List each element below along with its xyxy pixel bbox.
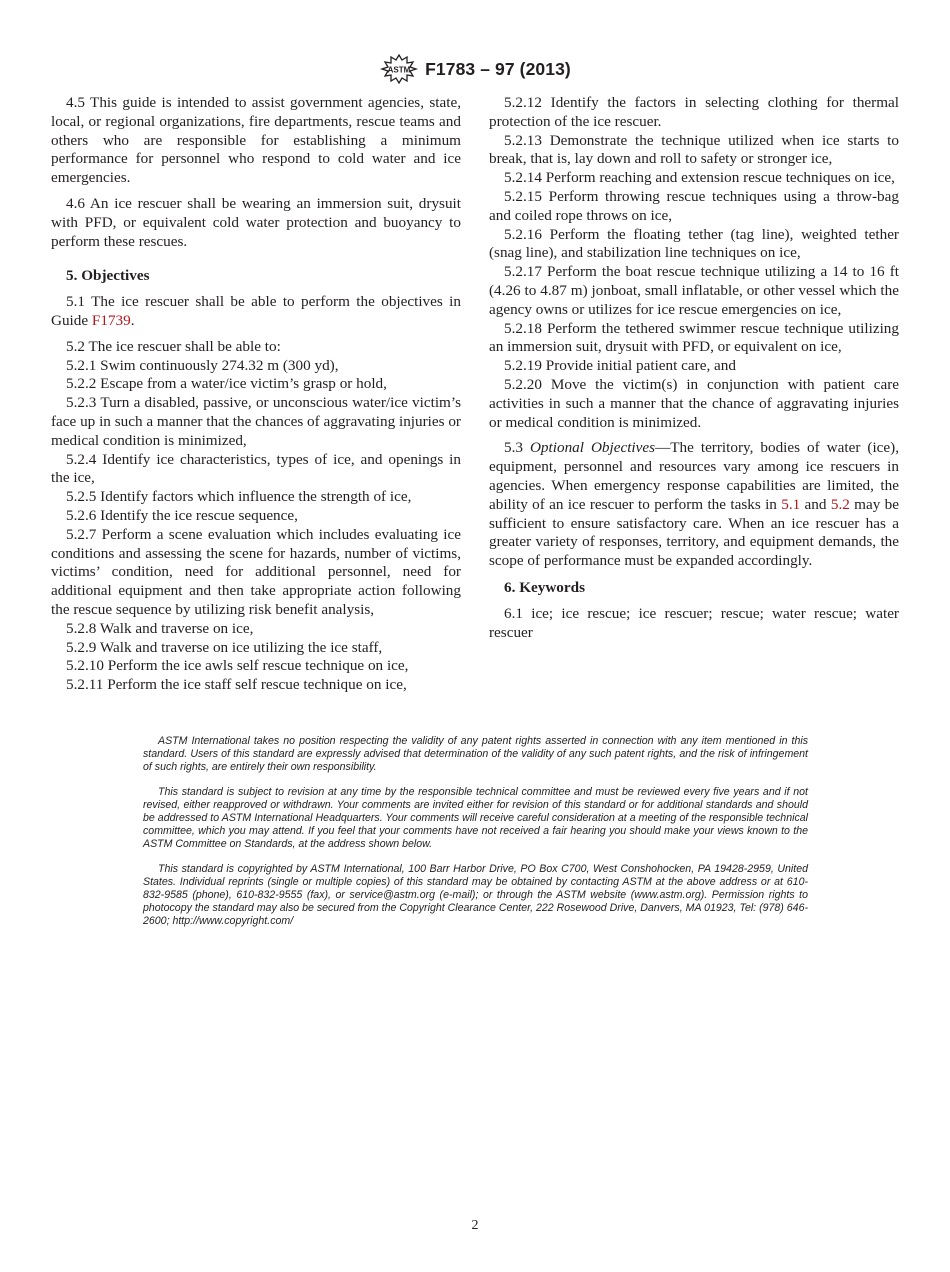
- paragraph-5-2: 5.2 The ice rescuer shall be able to:: [66, 337, 281, 355]
- paragraph-5-2-9: 5.2.9 Walk and traverse on ice utilizing the ice staff,: [66, 638, 383, 656]
- paragraph-4-5: 4.5 This guide is intended to assist government agencies, state, local, or regional organizations, fire departments, rescue teams and others who are responsible for establishing a minimum performance for personnel who respond to cold water and ice emergencies.: [51, 94, 461, 187]
- paragraph-5-2-3: 5.2.3 Turn a disabled, passive, or unconscious water/ice victim’s face up in such a manner that the chances of aggravating injuries or medical condition is minimized,: [51, 394, 461, 449]
- paragraph-5-2-14: 5.2.14 Perform reaching and extension rescue techniques on ice,: [504, 169, 895, 187]
- paragraph-5-2-7: 5.2.7 Perform a scene evaluation which includes evaluating ice conditions and assessing the scene for hazards, number of victims, victims’ condition, need for additional personnel, need for additional equipment and then take appropriate action following the rescue sequence by utilizing risk benefit analysis,: [51, 525, 461, 618]
- paragraph-6-1: 6.1 ice; ice rescue; ice rescuer; rescue; water rescue; water rescuer: [489, 604, 899, 641]
- paragraph-5-2-5: 5.2.5 Identify factors which influence the strength of ice,: [66, 488, 412, 506]
- paragraph-5-2-17: 5.2.17 Perform the boat rescue technique utilizing a 14 to 16 ft (4.26 to 4.87 m) jonboat, small inflatable, or other vessel which the agency owns or utilizes for ice rescue emergencies on ice,: [489, 263, 899, 318]
- paragraph-5-2-12: 5.2.12 Identify the factors in selecting clothing for thermal protection of the ice rescuer.: [489, 94, 899, 130]
- patent-notice: ASTM International takes no position respecting the validity of any patent rights asserted in connection with any item mentioned in this standard. Users of this standard are expressly advised that determination of the validity of any such patent rights, and the risk of infringement of such rights, are entirely their own responsibility.: [143, 735, 808, 774]
- standard-designation: F1783 – 97 (2013): [425, 58, 571, 79]
- paragraph-5-2-20: 5.2.20 Move the victim(s) in conjunction with patient care activities in such a manner that the chance of aggravating injuries or medical condition is minimized.: [489, 375, 899, 431]
- paragraph-4-6: 4.6 An ice rescuer shall be wearing an immersion suit, drysuit with PFD, or equivalent cold water protection and buoyancy to perform these rescues.: [51, 194, 461, 250]
- paragraph-5-2-15: 5.2.15 Perform throwing rescue techniques using a throw-bag and coiled rope throws on ice,: [489, 187, 899, 224]
- paragraph-5-2-18: 5.2.18 Perform the tethered swimmer rescue technique utilizing an immersion suit, drysuit with PFD, or equivalent on ice,: [489, 319, 899, 356]
- astm-logo-icon: [379, 54, 419, 84]
- revision-notice: This standard is subject to revision at any time by the responsible technical committee and must be reviewed every five years and if not revised, either reapproved or withdrawn. Your comments are invited either for revision of this standard or for additional standards and should be addressed to ASTM International Headquarters. Your comments will receive careful consideration at a meeting of the responsible technical committee, which you may attend. If you feel that your comments have not received a fair hearing you should make your views known to the ASTM Committee on Standards, at the address shown below.: [143, 785, 808, 851]
- reference-link-f1739[interactable]: F1739: [91, 311, 131, 329]
- paragraph-5-2-11: 5.2.11 Perform the ice staff self rescue technique on ice,: [66, 676, 407, 694]
- reference-link-5-2[interactable]: 5.2: [830, 495, 850, 513]
- copyright-notice: This standard is copyrighted by ASTM International, 100 Barr Harbor Drive, PO Box C700, West Conshohocken, PA 19428-2959, United States. Individual reprints (single or multiple copies) of this standard may be obtained by contacting ASTM at the above address or at 610-832-9585 (phone), 610-832-9555 (fax), or service@astm.org (e-mail); or through the ASTM website (www.astm.org). Permission rights to photocopy the standard may also be secured from the Copyright Clearance Center, 222 Rosewood Drive, Danvers, MA 01923, Tel: (978) 646-2600; http://www.copyright.com/: [143, 862, 808, 928]
- svg-text:ASTM: ASTM: [387, 65, 411, 75]
- astm-notices: [143, 735, 808, 940]
- paragraph-5-2-2: 5.2.2 Escape from a water/ice victim’s grasp or hold,: [66, 375, 387, 393]
- paragraph-5-3: 5.3 Optional Objectives—The territory, bodies of water (ice), equipment, personnel and resources vary among ice rescuers in agencies. When emergency response capabilities are limited, the ability of an ice rescuer to perform the tasks in 5.1 and 5.2 may be sufficient to ensure satisfactory care. When an ice rescuer has a greater variety of responses, territory, and equipment demands, the scope of performance must be expanded accordingly.: [489, 439, 899, 570]
- paragraph-5-2-6: 5.2.6 Identify the ice rescue sequence,: [66, 506, 298, 524]
- section-heading-keywords: 6. Keywords: [504, 578, 585, 596]
- section-heading-objectives: 5. Objectives: [66, 267, 150, 285]
- right-column: [489, 94, 899, 642]
- paragraph-5-2-13: 5.2.13 Demonstrate the technique utilized when ice starts to break, that is, lay down and roll to safety or stronger ice,: [489, 131, 899, 168]
- paragraph-5-1: 5.1 The ice rescuer shall be able to perform the objectives in Guide F1739.: [51, 293, 461, 329]
- paragraph-5-2-4: 5.2.4 Identify ice characteristics, types of ice, and openings in the ice,: [51, 450, 461, 487]
- page-header: [0, 54, 950, 84]
- page-number: 2: [471, 1218, 479, 1233]
- paragraph-5-2-19: 5.2.19 Provide initial patient care, and: [504, 357, 736, 375]
- paragraph-5-2-8: 5.2.8 Walk and traverse on ice,: [66, 619, 254, 637]
- paragraph-5-2-16: 5.2.16 Perform the floating tether (tag line), weighted tether (snag line), and stabilization line techniques on ice,: [489, 225, 899, 262]
- paragraph-5-2-1: 5.2.1 Swim continuously 274.32 m (300 yd),: [66, 356, 339, 374]
- reference-link-5-1[interactable]: 5.1: [781, 495, 801, 513]
- left-column: [51, 94, 461, 695]
- paragraph-5-2-10: 5.2.10 Perform the ice awls self rescue technique on ice,: [66, 657, 409, 675]
